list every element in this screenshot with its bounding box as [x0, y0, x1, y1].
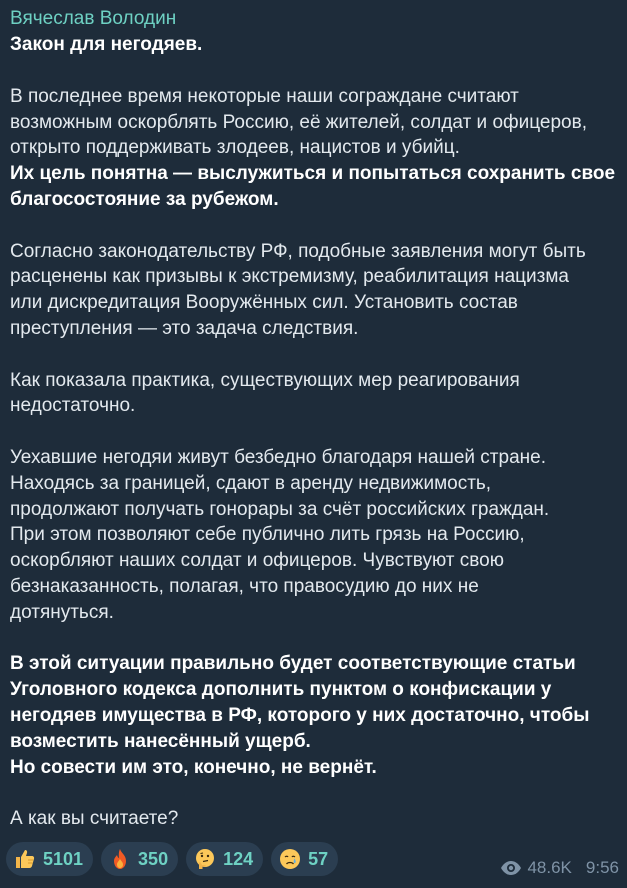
paragraph-line: В последнее время некоторые наши сограждане считают	[10, 85, 519, 107]
message-paragraph	[10, 651, 617, 780]
views-count: 48.6K	[527, 858, 572, 877]
paragraph-line: недостаточно.	[10, 395, 136, 417]
paragraph-line: Находясь за границей, сдают в аренду недвижимость,	[10, 472, 492, 494]
paragraph-line: благосостояние за рубежом.	[10, 188, 279, 210]
paragraph-line: Уехавшие негодяи живут безбедно благодаря нашей стране.	[10, 446, 546, 468]
paragraph-line: Уголовного кодекса дополнить пунктом о конфискации у	[10, 679, 552, 701]
paragraph-line: продолжают получать гонорары за счёт российских граждан.	[10, 498, 550, 520]
message-title: Закон для негодяев.	[10, 34, 203, 55]
message-paragraph	[10, 161, 617, 213]
paragraph-line: А как вы считаете?	[10, 808, 179, 830]
paragraph-line: дотянуться.	[10, 601, 114, 623]
paragraph-line: Но совести им это, конечно, не вернёт.	[10, 756, 377, 778]
reaction-thinking[interactable]	[186, 842, 263, 876]
paragraph-line: открыто поддерживать злодеев, нацистов и убийц.	[10, 137, 460, 159]
eye-icon	[500, 860, 522, 876]
paragraph-line: возместить нанесённый ущерб.	[10, 730, 311, 752]
fire-emoji	[108, 847, 132, 871]
paragraph-line: расценены как призывы к экстремизму, реабилитация нацизма	[10, 266, 569, 288]
paragraph-line: негодяев имущества в РФ, которого у них достаточно, чтобы	[10, 704, 590, 726]
paragraph-line: Согласно законодательству РФ, подобные заявления могут быть	[10, 240, 586, 262]
crying-face-emoji	[278, 847, 302, 871]
message-meta	[500, 858, 619, 878]
paragraph-line: Их цель понятна — выслужиться и попытаться сохранить свое	[10, 163, 616, 185]
paragraph-line: преступления — это задача следствия.	[10, 317, 359, 339]
paragraph-line: возможным оскорблять Россию, её жителей, солдат и офицеров,	[10, 111, 587, 133]
reaction-count: 57	[308, 848, 329, 869]
reaction-fire[interactable]	[101, 842, 178, 876]
reaction-count: 5101	[43, 848, 84, 869]
message-body	[10, 84, 617, 832]
message-paragraph	[10, 806, 617, 832]
paragraph-line: или дискредитация Вооружённых сил. Установить состав	[10, 292, 518, 314]
paragraph-line: В этой ситуации правильно будет соответствующие статьи	[10, 653, 576, 675]
reaction-count: 124	[223, 848, 254, 869]
thumbs-up-emoji	[13, 847, 37, 871]
paragraph-line: безнаказанность, полагая, что правосудию до них не	[10, 575, 479, 597]
message-paragraph	[10, 84, 617, 161]
reaction-thumbs-up[interactable]	[6, 842, 93, 876]
paragraph-line: оскорбляют наших солдат и офицеров. Чувствуют свою	[10, 550, 504, 572]
thinking-face-emoji	[193, 847, 217, 871]
reactions-bar	[6, 842, 338, 876]
message-paragraph	[10, 445, 617, 626]
reaction-count: 350	[138, 848, 169, 869]
author-name[interactable]: Вячеслав Володин	[10, 8, 177, 29]
paragraph-line: При этом позволяют себе публично лить грязь на Россию,	[10, 524, 525, 546]
message-paragraph	[10, 368, 617, 420]
reaction-crying[interactable]	[271, 842, 338, 876]
message-time: 9:56	[585, 858, 619, 877]
message-paragraph	[10, 239, 617, 342]
paragraph-line: Как показала практика, существующих мер реагирования	[10, 369, 520, 391]
